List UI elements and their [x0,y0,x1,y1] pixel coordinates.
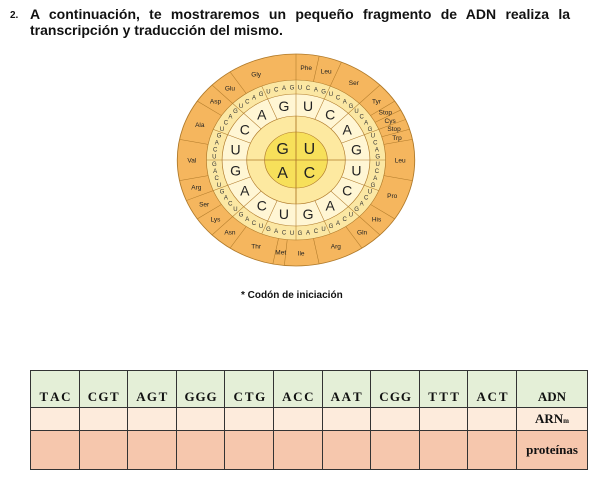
third-base-letter: G [370,182,376,189]
third-base-letter: U [348,212,354,219]
third-base-letter: C [373,140,378,147]
third-base-letter: C [251,220,257,227]
question-line-1: A continuación, te mostraremos un pequeño fragmento de ADN realiza la [30,6,570,22]
third-base-letter: G [212,161,217,168]
protein-cell[interactable] [128,431,177,470]
third-base-letter: G [367,126,373,133]
amino-acid-label: Trp [392,134,402,142]
second-base-letter: G [230,162,242,179]
dna-codon-cell [273,371,322,408]
amino-acid-label: Leu [394,157,406,165]
arn-codon-cell[interactable] [128,408,177,431]
third-base-letter: C [363,195,369,202]
protein-cell[interactable] [419,431,468,470]
amino-acid-label: Tyr [372,98,382,106]
third-base-letter: A [251,95,256,102]
amino-acid-label: Gln [357,229,368,237]
dna-base: A [476,389,486,404]
second-base-letter: C [256,197,267,214]
third-base-letter: C [342,216,347,223]
third-base-letter: A [228,114,233,121]
arn-codon-cell[interactable] [468,408,517,431]
dna-base: C [304,389,314,404]
third-base-letter: U [370,133,376,140]
dna-base: A [136,389,146,404]
amino-acid-label: Ser [199,201,210,209]
arn-subscript: m [563,417,569,425]
first-base-letter: C [303,165,316,183]
arn-codon-cell[interactable] [225,408,274,431]
adn-label: ADN [517,371,588,408]
dna-base: T [439,389,448,404]
amino-acid-label: Arg [191,184,202,192]
dna-base: G [389,389,401,404]
dna-base: G [146,389,158,404]
protein-cell[interactable] [31,431,80,470]
protein-cell[interactable] [176,431,225,470]
third-base-letter: G [328,224,334,231]
amino-acid-label: Ala [195,121,205,129]
third-base-letter: G [289,85,295,92]
amino-acid-label: Asp [209,98,222,106]
amino-acid-label: Stop [387,126,401,134]
third-base-letter: A [214,140,219,147]
first-base-letter: U [303,140,316,158]
third-base-letter: C [245,99,250,106]
third-base-letter: U [266,89,271,96]
first-base-letter: A [277,165,288,183]
arn-label: ARNm [517,408,588,431]
second-base-letter: C [325,106,336,123]
third-base-letter: U [216,182,222,189]
dna-codon-cell [468,371,517,408]
third-base-letter: U [367,189,373,196]
dna-codon-cell [176,371,225,408]
amino-acid-label: His [371,216,382,224]
protein-cell[interactable] [322,431,371,470]
arn-codon-cell[interactable] [176,408,225,431]
amino-acid-label: Pro [387,193,398,201]
second-base-letter: C [239,121,250,138]
arn-codon-cell[interactable] [371,408,420,431]
third-base-letter: A [223,195,228,202]
second-base-letter: U [278,205,290,222]
third-base-letter: C [212,147,218,154]
third-base-letter: G [354,207,359,214]
third-base-letter: G [219,189,225,196]
protein-cell[interactable] [273,431,322,470]
dna-base: A [330,389,341,404]
protein-row [31,431,588,470]
third-base-letter: G [348,104,354,111]
dna-table [30,370,588,470]
dna-base: G [206,389,217,404]
second-base-letter: G [278,98,290,115]
first-base-letter: G [276,140,289,158]
amino-acid-label: Glu [224,85,235,93]
third-base-letter: G [266,226,271,233]
third-base-letter: U [258,224,264,231]
dna-base: T [244,389,254,404]
third-base-letter: C [228,201,233,208]
second-base-letter: G [302,205,314,222]
third-base-letter: A [373,175,378,182]
third-base-letter: U [328,92,334,99]
genetic-code-wheel [160,46,440,286]
third-base-letter: G [297,231,303,238]
dna-base: T [498,389,508,404]
dna-codon-cell [371,371,420,408]
adn-row [31,371,588,408]
second-base-letter: A [325,197,335,214]
dna-base: T [39,389,49,404]
amino-acid-label: Cys [384,117,396,125]
third-base-letter: U [289,231,295,238]
arn-codon-cell[interactable] [322,408,371,431]
amino-acid-label: Gly [251,71,262,79]
third-base-letter: C [223,120,229,127]
third-base-letter: C [305,85,311,92]
protein-cell[interactable] [79,431,128,470]
dna-base: G [255,389,266,404]
footnote: * Codón de iniciación [241,290,343,301]
dna-base: A [282,389,292,404]
dna-codon-cell [225,371,274,408]
arn-row [31,408,588,431]
third-base-letter: A [274,229,279,236]
question-number: 2. [10,10,19,21]
third-base-letter: C [313,229,319,236]
dna-base: C [379,389,389,404]
dna-base: C [487,389,497,404]
dna-base: C [233,389,243,404]
arn-codon-cell[interactable] [273,408,322,431]
amino-acid-label: Asn [224,229,236,237]
third-base-letter: G [258,92,264,99]
amino-acid-label: Ile [297,250,305,258]
arn-codon-cell[interactable] [31,408,80,431]
third-base-letter: A [336,220,341,227]
dna-codon-cell [322,371,371,408]
dna-base: T [353,389,362,404]
amino-acid-label: Met [275,249,287,257]
third-base-letter: C [214,175,219,182]
amino-acid-label: Stop [378,109,393,117]
third-base-letter: A [245,216,250,223]
amino-acid-label: Phe [300,64,312,72]
amino-acid-label: Val [187,157,197,165]
amino-acid-label: Arg [330,243,341,251]
protein-cell[interactable] [225,431,274,470]
third-base-letter: G [321,89,326,96]
dna-base: G [195,389,206,404]
third-base-letter: C [359,114,364,121]
third-base-letter: C [374,168,380,175]
third-base-letter: A [313,87,318,94]
protein-cell[interactable] [468,431,517,470]
dna-base: G [98,389,109,404]
proteinas-label: proteínas [517,431,588,470]
dna-base: T [450,389,459,404]
third-base-letter: C [335,95,341,102]
dna-base: C [87,389,98,404]
third-base-letter: U [297,85,303,92]
third-base-letter: U [354,109,359,116]
question-line-2: transcripción y traducción del mismo. [30,22,283,38]
second-base-letter: A [342,121,352,138]
dna-codon-cell [31,371,80,408]
dna-base: T [428,389,437,404]
dna-base: A [50,389,60,404]
second-base-letter: A [240,182,250,199]
third-base-letter: U [212,154,217,161]
dna-base: C [61,389,71,404]
third-base-letter: U [375,161,380,168]
third-base-letter: G [375,154,380,161]
dna-codon-cell [419,371,468,408]
third-base-letter: G [216,133,222,140]
third-base-letter: G [238,212,244,219]
dna-base: C [293,389,303,404]
dna-base: T [158,389,168,404]
third-base-letter: A [342,99,347,106]
arn-codon-cell[interactable] [419,408,468,431]
amino-acid-label: Lys [210,216,221,224]
third-base-letter: U [238,104,244,111]
second-base-letter: U [230,141,241,158]
third-base-letter: U [321,226,326,233]
dna-base: G [400,389,412,404]
second-base-letter: C [342,182,353,199]
amino-acid-label: Leu [320,68,332,76]
protein-cell[interactable] [371,431,420,470]
third-base-letter: C [281,230,287,237]
dna-base: A [341,389,352,404]
third-base-letter: A [364,120,369,127]
second-base-letter: U [351,162,362,179]
second-base-letter: U [302,98,314,115]
third-base-letter: A [359,201,364,208]
third-base-letter: A [305,230,311,237]
second-base-letter: G [350,141,362,158]
third-base-letter: U [233,207,238,214]
amino-acid-label: Thr [251,243,262,251]
third-base-letter: A [281,85,287,92]
third-base-letter: A [213,168,218,175]
third-base-letter: U [219,126,225,133]
dna-codon-cell [79,371,128,408]
dna-base: T [110,389,119,404]
third-base-letter: A [374,147,379,154]
arn-codon-cell[interactable] [79,408,128,431]
third-base-letter: G [233,109,238,116]
dna-base: G [184,389,195,404]
amino-acid-label: Ser [348,80,359,88]
second-base-letter: A [257,106,267,123]
third-base-letter: C [273,87,279,94]
dna-codon-cell [128,371,177,408]
